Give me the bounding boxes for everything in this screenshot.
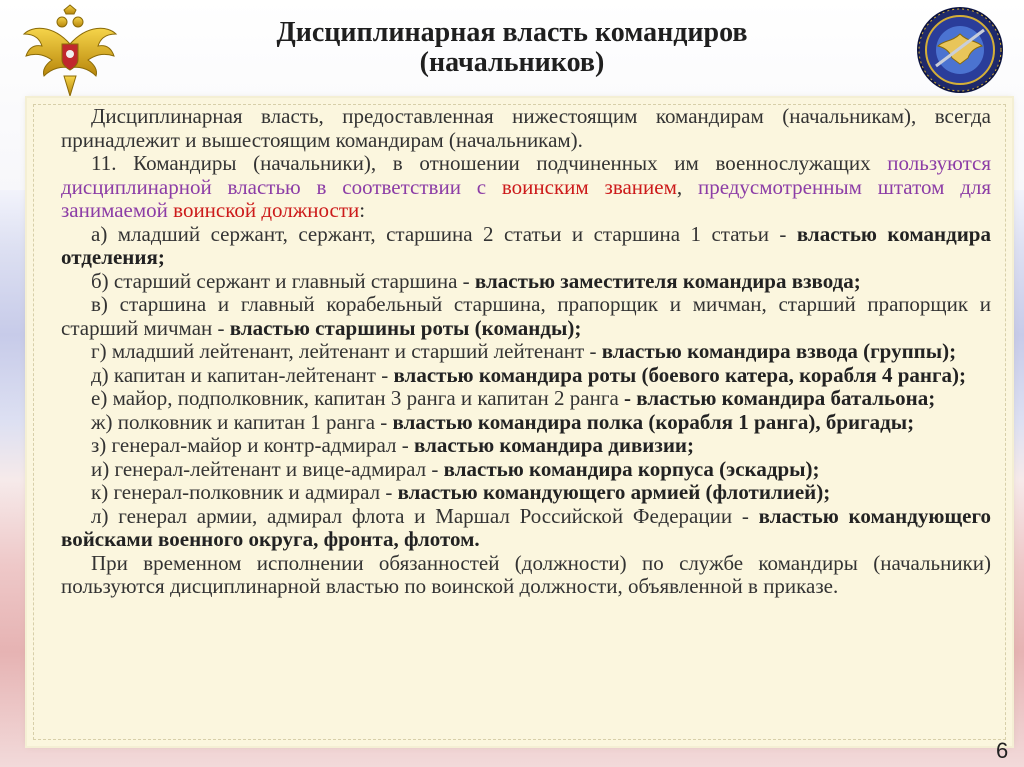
item-authority: властью командира полка (корабля 1 ранга), бригады; [392,409,915,434]
closing-paragraph: При временном исполнении обязанностей (должности) по службе командиры (начальники) пользуются дисциплинарной властью по воинской должности, объявленной в приказе. [61,550,991,598]
page-number: 6 [996,738,1009,763]
item-authority: властью командира роты (боевого катера, корабля 4 ранга); [393,362,967,387]
item-authority: властью командира взвода (группы); [601,339,957,363]
item-authority: властью командира дивизии; [414,433,695,457]
content-panel [27,98,1012,746]
list-item [61,481,991,505]
item-text: и) генерал-лейтенант и вице-адмирал - [91,456,444,481]
p11-highlight-rank: воинским званием [501,174,677,199]
p11-colon: : [359,198,366,222]
item-text: б) старший сержант и главный старшина - [91,268,475,293]
title-line-2: (начальников) [419,47,605,78]
list-item [61,293,991,340]
item-text: з) генерал-майор и контр-адмирал - [91,433,414,457]
item-text: ж) полковник и капитан 1 ранга - [91,409,393,434]
list-item [61,434,991,458]
item-text: л) генерал армии, адмирал флота и Маршал Российской Федерации - [91,503,759,528]
item-authority: властью заместителя командира взвода; [474,268,861,293]
item-text: к) генерал-полковник и адмирал - [91,480,398,504]
list-item [61,458,991,482]
p11-comma: , [676,174,698,199]
double-headed-eagle-icon [22,4,118,100]
intro-paragraph: Дисциплинарная власть, предоставленная нижестоящим командирам (начальникам), всегда принадлежит и вышестоящим командирам (начальникам). [61,104,991,152]
item-authority: властью старшины роты (команды); [229,315,582,340]
p11-highlight-position: воинской должности [173,198,360,222]
item-text: е) майор, подполковник, капитан 3 ранга и капитан 2 ранга [91,386,625,410]
item-authority: властью командира отделения; [61,221,991,269]
slide-title [170,18,854,78]
list-item [61,340,991,364]
item-text: в) старшина и главный корабельный старшина, прапорщик и мичман, старший прапорщик и старший мичман - [61,292,991,340]
p11-text-a: 11. Командиры (начальники), в отношении подчиненных им военнослужащих [91,151,888,175]
item-authority: властью командующего армией (флотилией); [397,480,831,504]
p11-highlight-a: пользуются дисциплинарной властью в соответствии с [61,151,991,199]
list-item [61,505,991,552]
item-text: г) младший лейтенант, лейтенант и старший лейтенант - [91,339,602,363]
list-item [61,364,991,388]
list-item [61,270,991,294]
list-item [61,223,991,270]
item-text: а) младший сержант, сержант, старшина 2 статьи и старшина 1 статьи - [91,221,797,246]
item-authority: властью командира корпуса (эскадры); [443,456,820,481]
item-authority: - властью командира батальона; [624,386,936,410]
list-item [61,411,991,435]
title-line-1: Дисциплинарная власть командиров [276,17,748,48]
list-item [61,387,991,411]
p11-highlight-b: предусмотренным штатом для занимаемой [61,174,992,222]
body-text [61,105,991,599]
item-text: д) капитан и капитан-лейтенант - [91,362,394,387]
item-authority: властью командующего войсками военного округа, фронта, флотом. [61,503,991,551]
paragraph-11 [61,152,991,223]
military-academy-emblem-icon [916,6,1004,94]
